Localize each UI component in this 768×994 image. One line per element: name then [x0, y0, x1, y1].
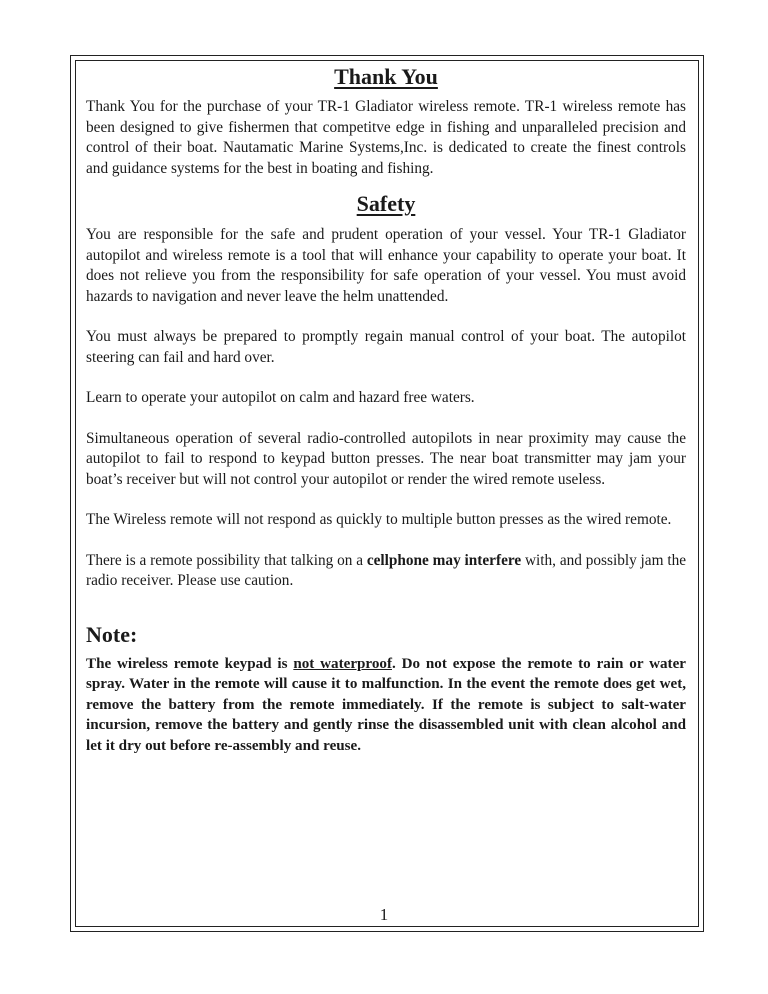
safety-paragraph-4: Simultaneous operation of several radio-controlled autopilots in near proximity may cause the autopilot to fail to respond to keypad button presses. The near boat transmitter may jam your boat’s receiver but will not control your autopilot or render the wired remote useless. [86, 429, 686, 488]
cellphone-warning-bold: cellphone may interfere [366, 551, 522, 569]
note-text-after: . Do not expose the remote to rain or water spray. Water in the remote will cause it to malfunction. In the event the remote does get wet, remove the battery from the remote immediately. If the remote is subject to salt-water incursion, remove the battery and gently rinse the disassembled unit with clean alcohol and let it dry out before re-assembly and reuse. [86, 655, 686, 754]
page-content [86, 62, 686, 756]
safety-paragraph-3: Learn to operate your autopilot on calm and hazard free waters. [86, 389, 475, 406]
thank-you-paragraph: Thank You for the purchase of your TR-1 Gladiator wireless remote. TR-1 wireless remote has been designed to give fishermen that competitve edge in fishing and unparalleled precision and control of their boat. Nautamatic Marine Systems,Inc. is dedicated to create the finest controls and guidance systems for the best in boating and fishing. [86, 98, 686, 177]
note-paragraph [86, 654, 686, 757]
cellphone-text-after: with, and possibly jam the radio receiver. Please use caution. [86, 551, 687, 589]
page-number: 1 [379, 905, 389, 924]
safety-paragraph-5: The Wireless remote will not respond as quickly to multiple button presses as the wired remote. [86, 511, 672, 528]
safety-heading: Safety [356, 191, 416, 216]
not-waterproof-underlined: not waterproof [293, 655, 392, 672]
safety-paragraph-1: You are responsible for the safe and prudent operation of your vessel. Your TR-1 Gladiator autopilot and wireless remote is a tool that will enhance your capability to operate your boat. It does not relieve you from the responsibility for safe operation of your vessel. You must avoid hazards to navigation and never leave the helm unattended. [86, 226, 686, 305]
thank-you-heading: Thank You [334, 64, 438, 89]
safety-paragraph-2: You must always be prepared to promptly regain manual control of your boat. The autopilot steering can fail and hard over. [86, 328, 686, 366]
cellphone-text-before: There is a remote possibility that talking on a [86, 551, 367, 569]
note-heading: Note: [86, 621, 138, 647]
note-text-before: The wireless remote keypad is [86, 655, 294, 672]
safety-paragraph-6 [86, 551, 686, 592]
